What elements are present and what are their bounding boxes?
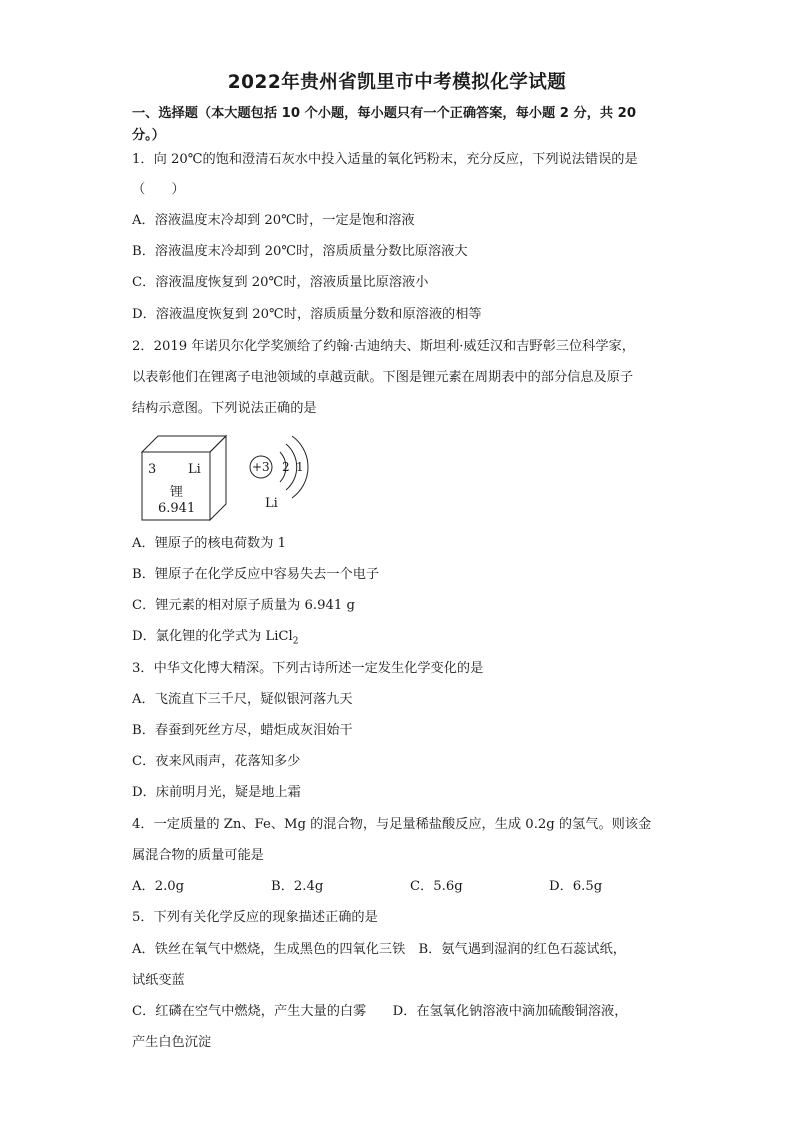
q4-option-b: B．2.4g	[271, 879, 324, 894]
section-heading: 一、选择题（本大题包括 10 个小题，每小题只有一个正确答案，每小题 2 分，共 20	[132, 106, 637, 121]
q3-option-d: D．床前明月光，疑是地上霜	[132, 785, 301, 800]
page-title: 2022年贵州省凯里市中考模拟化学试题	[227, 72, 567, 93]
periodic-table-cell	[138, 432, 230, 524]
q3-option-b: B．春蚕到死丝方尽，蜡炬成灰泪始干	[132, 723, 353, 738]
nucleus-charge: +3	[252, 460, 270, 474]
q3-option-a: A．飞流直下三千尺，疑似银河落九天	[132, 692, 353, 707]
q2-option-a: A．锂原子的核电荷数为 1	[132, 536, 286, 551]
atomic-number: 3	[148, 462, 157, 477]
atom-symbol: Li	[265, 496, 278, 511]
q1-option-d: D．溶液温度恢复到 20℃时，溶质质量分数和原溶液的相等	[132, 307, 482, 322]
q1-option-a: A．溶液温度末冷却到 20℃时，一定是饱和溶液	[132, 213, 415, 228]
shell-1-electrons: 2	[282, 460, 290, 474]
q4-stem-2: 属混合物的质量可能是	[132, 848, 264, 863]
shell-2-electrons: 1	[296, 460, 304, 474]
q2-stem-1: 2．2019 年诺贝尔化学奖颁给了约翰·古迪纳夫、斯坦利·威廷汉和吉野彰三位科学家，	[132, 339, 635, 354]
section-heading-cont: 分。）	[132, 128, 165, 143]
atom-structure-diagram	[246, 430, 316, 520]
q3-stem: 3．中华文化博大精深。下列古诗所述一定发生化学变化的是	[132, 661, 484, 676]
q4-option-d: D．6.5g	[549, 879, 603, 894]
q5-options-cd: C．红磷在空气中燃烧，产生大量的白雾 D．在氢氧化钠溶液中滴加硫酸铜溶液，	[132, 1004, 628, 1019]
atomic-mass: 6.941	[158, 501, 196, 516]
q2-option-b: B．锂原子在化学反应中容易失去一个电子	[132, 567, 380, 582]
q2-option-d-subscript: 2	[292, 636, 299, 647]
q1-option-c: C．溶液温度恢复到 20℃时，溶液质量比原溶液小	[132, 275, 429, 290]
element-name: 锂	[170, 485, 184, 500]
q5-option-b-cont: 试纸变蓝	[132, 973, 185, 988]
q5-option-d-cont: 产生白色沉淀	[132, 1035, 212, 1050]
q2-stem-3: 结构示意图。下列说法正确的是	[132, 401, 317, 416]
q2-option-c: C．锂元素的相对原子质量为 6.941 g	[132, 598, 355, 613]
q4-option-a: A．2.0g	[132, 879, 185, 894]
q5-options-ab: A．铁丝在氧气中燃烧，生成黑色的四氧化三铁 B．氨气遇到湿润的红色石蕊试纸，	[132, 942, 626, 957]
element-symbol: Li	[188, 462, 201, 477]
q2-stem-2: 以表彰他们在锂离子电池领域的卓越贡献。下图是锂元素在周期表中的部分信息及原子	[132, 370, 634, 385]
q4-stem-1: 4．一定质量的 Zn、Fe、Mg 的混合物，与足量稀盐酸反应，生成 0.2g 的氢气。则该金	[132, 817, 652, 832]
electron-shell-icon	[246, 430, 316, 520]
q2-option-d	[132, 627, 298, 652]
q1-answer-paren: （ ）	[132, 182, 185, 197]
q4-option-c: C．5.6g	[410, 879, 463, 894]
q3-option-c: C．夜来风雨声，花落知多少	[132, 754, 301, 769]
q1-stem: 1．向 20℃的饱和澄清石灰水中投入适量的氧化钙粉末，充分反应，下列说法错误的是	[132, 152, 638, 167]
q1-option-b: B．溶液温度末冷却到 20℃时，溶质质量分数比原溶液大	[132, 244, 468, 259]
q2-option-d-text: D．氯化锂的化学式为 LiCl	[132, 629, 293, 644]
q5-stem: 5．下列有关化学反应的现象描述正确的是	[132, 910, 378, 925]
